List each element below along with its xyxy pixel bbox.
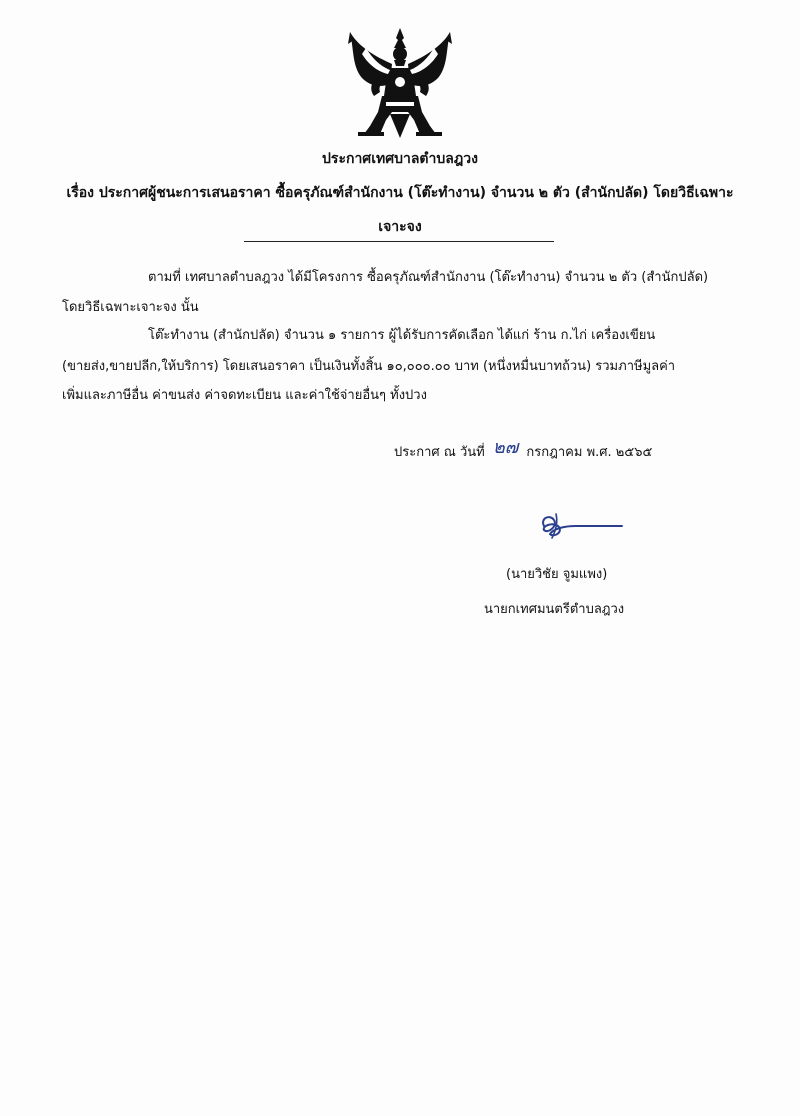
paragraph-1-line-1: ตามที่ เทศบาลตำบลฎวง ได้มีโครงการ ซื้อครุภัณฑ์สำนักงาน (โต๊ะทำงาน) จำนวน ๒ ตัว (สำนักปลัด)	[148, 270, 709, 285]
announce-day-handwritten: ๒๗	[492, 437, 519, 458]
title-divider	[244, 241, 554, 242]
paragraph-1-line-2: โดยวิธีเฉพาะเจาะจง นั้น	[62, 300, 199, 315]
announcement-date	[394, 435, 652, 464]
paragraph-2-line-3: เพิ่มและภาษีอื่น ค่าขนส่ง ค่าจดทะเบียน และค่าใช้จ่ายอื่นๆ ทั้งปวง	[62, 388, 427, 403]
paragraph-2-line-1: โต๊ะทำงาน (สำนักปลัด) จำนวน ๑ รายการ ผู้ได้รับการคัดเลือก ได้แก่ ร้าน ก.ไก่ เครื่องเขียน	[148, 328, 656, 343]
signer-title: นายกเทศมนตรีตำบลฎวง	[484, 602, 625, 617]
announce-suffix: กรกฎาคม พ.ศ. ๒๕๖๕	[526, 445, 653, 460]
announcement-title: ประกาศเทศบาลตำบลฎวง	[322, 151, 478, 167]
announce-prefix: ประกาศ ณ วันที่	[394, 445, 485, 460]
subject-line-1: เรื่อง ประกาศผู้ชนะการเสนอราคา ซื้อครุภัณฑ์สำนักงาน (โต๊ะทำงาน) จำนวน ๒ ตัว (สำนักปลัด) โดยวิธีเฉพาะ	[66, 185, 734, 201]
handwritten-signature-icon	[536, 508, 626, 546]
paragraph-2-line-2: (ขายส่ง,ขายปลีก,ให้บริการ) โดยเสนอราคา เป็นเงินทั้งสิ้น ๑๐,๐๐๐.๐๐ บาท (หนึ่งหมื่นบาทถ้วน) รวมภาษีมูลค่า	[62, 359, 676, 374]
subject-line-2: เจาะจง	[378, 219, 422, 235]
garuda-emblem-icon	[344, 26, 456, 140]
subject-heading	[60, 176, 740, 244]
signer-name: (นายวิชัย จูมแพง)	[506, 567, 608, 582]
